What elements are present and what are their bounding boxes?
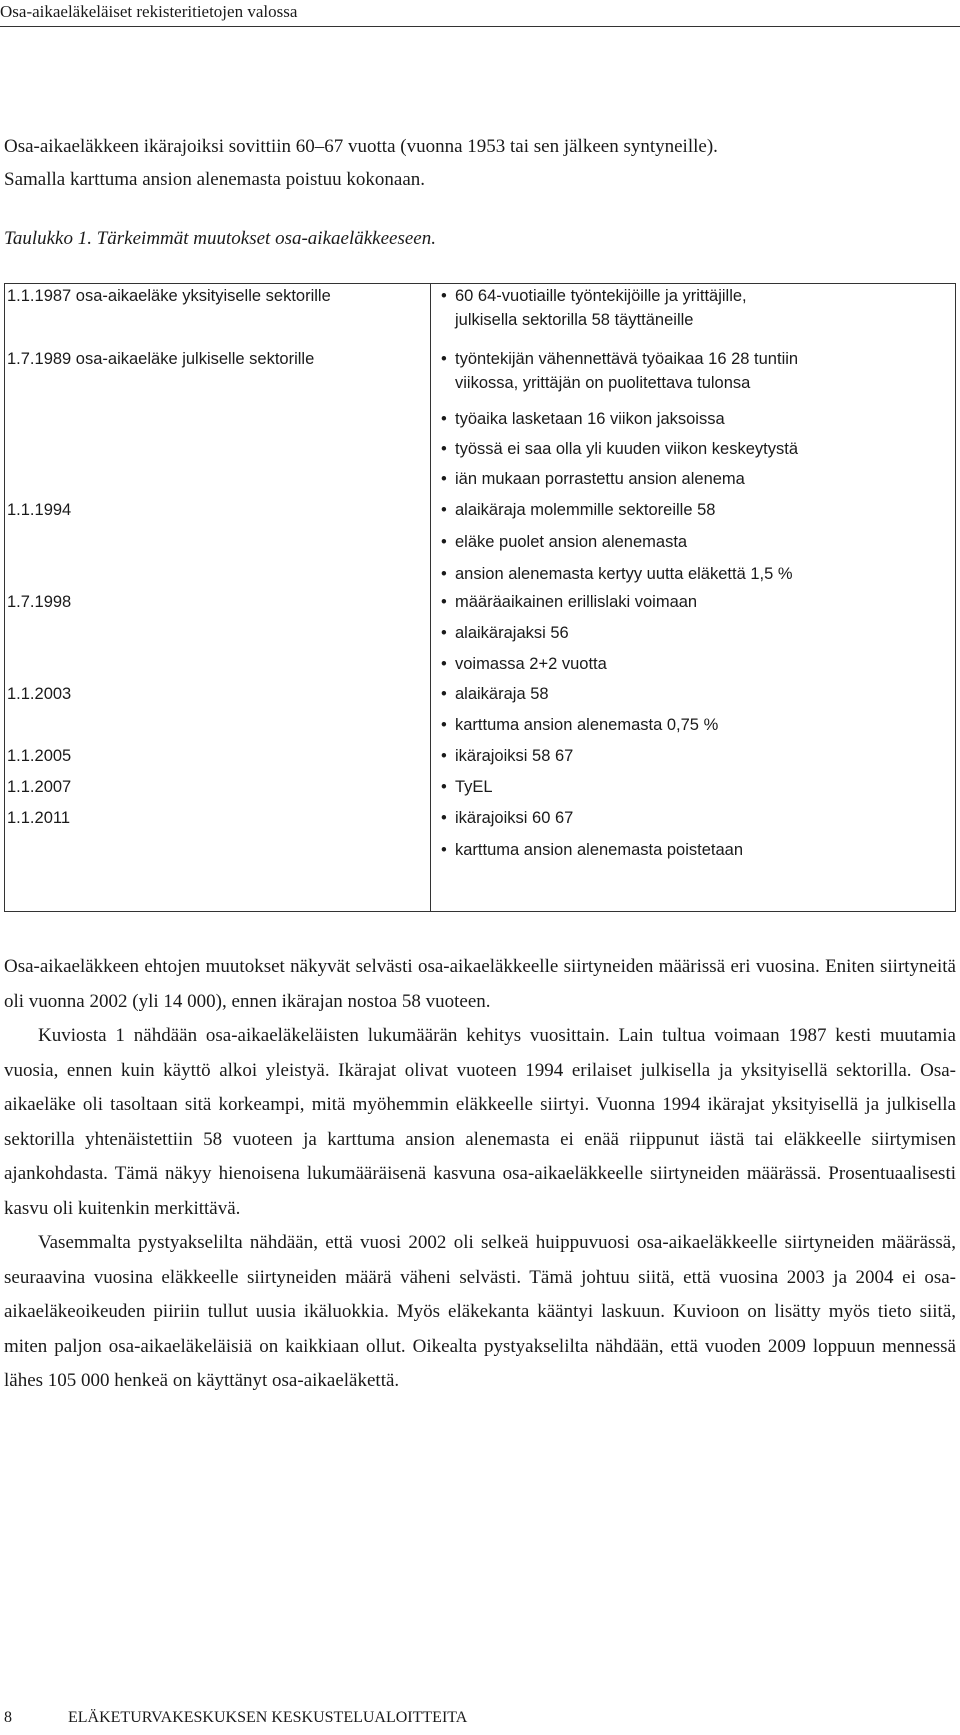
bullet-icon: • bbox=[441, 533, 447, 551]
bullet-icon: • bbox=[441, 410, 447, 428]
bullet-icon: • bbox=[441, 655, 447, 673]
table-row-date: 1.1.2011 bbox=[7, 809, 71, 827]
bullet-icon: • bbox=[441, 565, 447, 583]
bullet-icon: • bbox=[441, 685, 447, 703]
bullet-icon: • bbox=[441, 809, 447, 827]
table-caption bbox=[4, 226, 436, 252]
table-bullet-item: • ansion alenemasta kertyy uutta eläkettä 1,5 % bbox=[441, 562, 951, 586]
table-row-date: 1.1.2003 bbox=[7, 685, 72, 703]
table-caption-label: Taulukko 1. bbox=[4, 228, 92, 249]
table-bullet-item: • 60 64-vuotiaille työntekijöille ja yrittäjille, julkisella sektorilla 58 täyttäneille bbox=[441, 284, 951, 332]
table-bullet-item: • alaikäraja molemmille sektoreille 58 bbox=[441, 498, 951, 522]
intro-paragraph bbox=[4, 130, 954, 196]
table-bullet-item: • karttuma ansion alenemasta 0,75 % bbox=[441, 713, 951, 737]
table-bullet-item: • työssä ei saa olla yli kuuden viikon keskeytystä bbox=[441, 437, 951, 461]
bullet-icon: • bbox=[441, 501, 447, 519]
table-row-date: 1.1.2005 bbox=[7, 747, 72, 765]
table-bullet-item: • työaika lasketaan 16 viikon jaksoissa bbox=[441, 407, 951, 431]
body-paragraph: Osa-aikaeläkkeen ehtojen muutokset näkyvät selvästi osa-aikaeläkkeelle siirtyneiden määrissä eri vuosina. Eniten siirtyneitä oli vuonna 2002 (yli 14 000), ennen ikärajan nostoa 58 vuoteen. bbox=[4, 956, 956, 1012]
page-number: 8 bbox=[4, 1709, 12, 1726]
table-caption-text: Tärkeimmät muutokset osa-aikaeläkkeeseen. bbox=[96, 228, 436, 249]
table-bullet-item: • eläke puolet ansion alenemasta bbox=[441, 530, 951, 554]
body-text bbox=[4, 950, 956, 1399]
series-title: ELÄKETURVAKESKUKSEN KESKUSTELUALOITTEITA bbox=[68, 1709, 468, 1726]
table-bullet-item: • voimassa 2+2 vuotta bbox=[441, 652, 951, 676]
bullet-icon: • bbox=[441, 440, 447, 458]
table-bullet-item: • alaikäraja 58 bbox=[441, 682, 951, 706]
bullet-icon: • bbox=[441, 287, 447, 305]
bullet-icon: • bbox=[441, 778, 447, 796]
intro-line: Samalla karttuma ansion alenemasta poistuu kokonaan. bbox=[4, 169, 426, 190]
table-row-date: 1.7.1998 bbox=[7, 593, 72, 611]
page-footer bbox=[4, 1706, 467, 1730]
bullet-icon: • bbox=[441, 593, 447, 611]
table-bullet-item: • alaikärajaksi 56 bbox=[441, 621, 951, 645]
bullet-icon: • bbox=[441, 716, 447, 734]
table-bullet-item: • TyEL bbox=[441, 775, 951, 799]
body-paragraph: Kuviosta 1 nähdään osa-aikaeläkeläisten lukumäärän kehitys vuosittain. Lain tultua voimaan 1987 kesti muutamia vuosia, ennen kuin käyttö alkoi yleistyä. Ikärajat olivat vuoteen 1994 erilaiset julkisella ja yksityisellä sektorilla. Osa-aikaeläke oli tasoltaan sitä korkeampi, mitä myöhemmin eläkkeelle siirtyi. Vuonna 1994 ikärajat yksityisellä ja julkisella sektorilla yhtenäistettiin 58 vuoteen ja karttuma ansion alenemasta ei enää riippunut iästä tai eläkkeelle siirtymisen ajankohdasta. Tämä näkyy hienoisena lukumääräisenä kasvuna osa-aikaeläkkeelle siirtyneiden määrässä. Prosentuaalisesti kasvu oli kuitenkin merkittävä. bbox=[4, 1025, 956, 1219]
table-bullet-item: • karttuma ansion alenemasta poistetaan bbox=[441, 838, 951, 862]
bullet-icon: • bbox=[441, 470, 447, 488]
bullet-icon: • bbox=[441, 747, 447, 765]
table-bullet-item: • iän mukaan porrastettu ansion alenema bbox=[441, 467, 951, 491]
running-head: Osa-aikaeläkeläiset rekisteritietojen valossa bbox=[0, 2, 298, 21]
bullet-icon: • bbox=[441, 350, 447, 368]
changes-table bbox=[4, 283, 956, 912]
table-bullet-item: • työntekijän vähennettävä työaikaa 16 28 tuntiin viikossa, yrittäjän on puolitettava tulonsa bbox=[441, 347, 951, 395]
table-column-divider bbox=[430, 284, 431, 911]
table-row-date: 1.7.1989 osa-aikaeläke julkiselle sektorille bbox=[7, 350, 315, 368]
table-bullet-item: • ikärajoiksi 58 67 bbox=[441, 744, 951, 768]
table-row-date: 1.1.2007 bbox=[7, 778, 72, 796]
bullet-icon: • bbox=[441, 624, 447, 642]
table-row-date: 1.1.1994 bbox=[7, 501, 72, 519]
intro-line: Osa-aikaeläkkeen ikärajoiksi sovittiin 60–67 vuotta (vuonna 1953 tai sen jälkeen syntyneille). bbox=[4, 136, 718, 157]
table-bullet-item: • ikärajoiksi 60 67 bbox=[441, 806, 951, 830]
table-bullet-item: • määräaikainen erillislaki voimaan bbox=[441, 590, 951, 614]
table-row-date: 1.1.1987 osa-aikaeläke yksityiselle sektorille bbox=[7, 287, 331, 305]
bullet-icon: • bbox=[441, 841, 447, 859]
header-rule bbox=[0, 26, 960, 27]
body-paragraph: Vasemmalta pystyakselilta nähdään, että vuosi 2002 oli selkeä huippuvuosi osa-aikaeläkkeelle siirtyneiden määrässä, seuraavina vuosina eläkkeelle siirtyneiden määrä väheni selvästi. Tämä johtuu siitä, että vuosina 2003 ja 2004 ei osa-aikaeläkeoikeuden piiriin tullut uusia ikäluokkia. Myös eläkekanta kääntyi laskuun. Kuvioon on lisätty myös tieto siitä, miten paljon osa-aikaeläkeläisiä on kaikkiaan ollut. Oikealta pystyakselilta nähdään, että vuoden 2009 loppuun mennessä lähes 105 000 henkeä on käyttänyt osa-aikaeläkettä. bbox=[4, 1232, 956, 1391]
